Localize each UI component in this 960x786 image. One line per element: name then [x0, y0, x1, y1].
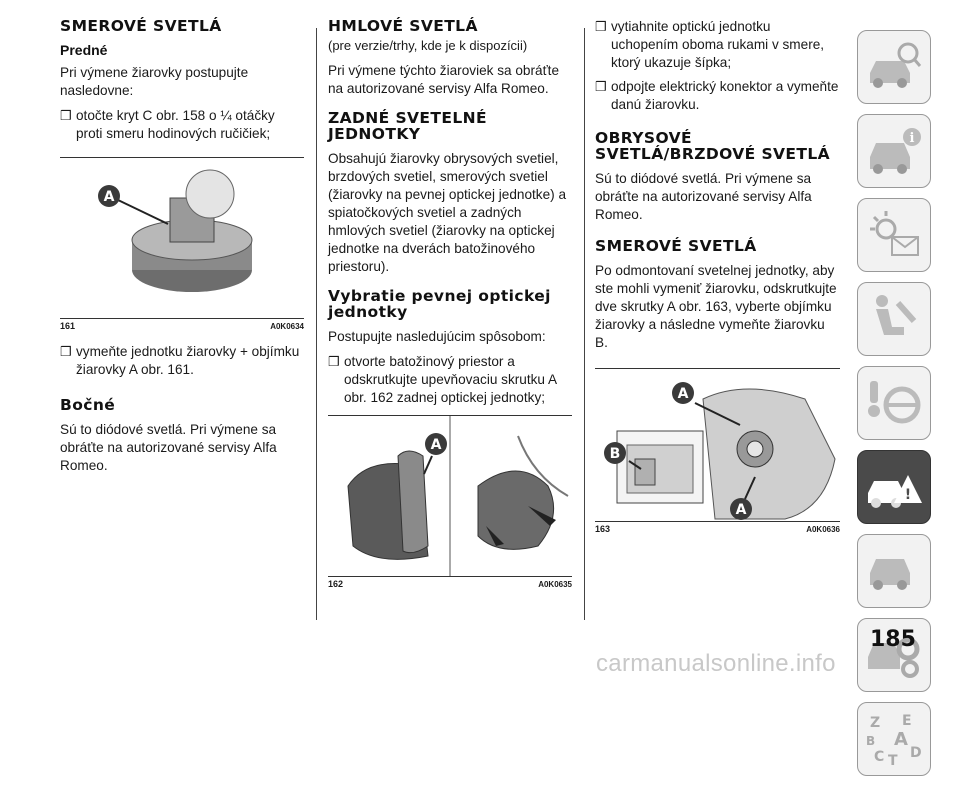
figure-162	[328, 415, 572, 589]
figure-number: 162	[328, 579, 344, 589]
section-tabs	[857, 30, 930, 786]
page-number: 185	[870, 627, 916, 652]
index-letter: Z	[870, 715, 881, 731]
figure-number: 161	[60, 321, 76, 331]
section-heading-smerove: SMEROVÉ SVETLÁ	[595, 237, 757, 255]
paragraph: Obsahujú žiarovky obrysových svetiel, brzdových svetiel, smerových svetiel (žiarovky na pevnej optickej jednotke) a spiatočkových svetiel a zadných hmlových svetiel (žiarovky na optickej jednotke na dverách batožinového priestoru).	[328, 151, 567, 274]
paragraph: Sú to diódové svetlá. Pri výmene sa obráťte na autorizované servisy Alfa Romeo.	[60, 422, 277, 473]
checkbox-bullet-icon: ❒	[595, 79, 607, 94]
subheading-predne: Predné	[60, 42, 108, 58]
bullet-item	[595, 18, 840, 72]
seat-airbag-icon	[864, 291, 924, 347]
tab-warning-lights[interactable]	[857, 198, 931, 272]
tab-car-search[interactable]	[857, 30, 931, 104]
section-heading-bocne: Bočné	[60, 396, 116, 414]
figure-label-a: A	[735, 502, 747, 518]
figure-code: A0K0634	[270, 322, 304, 331]
section-heading-smerove: SMEROVÉ SVETLÁ	[60, 17, 222, 35]
bullet-text: otočte kryt C obr. 158 o ¼ otáčky proti smeru hodinových ručičiek;	[76, 108, 275, 141]
bullet-text: vymeňte jednotku žiarovky + objímku žiarovky A obr. 161.	[76, 344, 300, 377]
paragraph: Pri výmene žiarovky postupujte nasledovne:	[60, 65, 249, 98]
paragraph: Pri výmene týchto žiaroviek sa obráťte na autorizované servisy Alfa Romeo.	[328, 63, 560, 96]
tab-maintenance[interactable]	[857, 534, 931, 608]
tab-emergency[interactable]	[857, 450, 931, 524]
bullet-text: vytiahnite optickú jednotku uchopením oboma rukami v smere, ktorý ukazuje šípka;	[611, 19, 825, 70]
car-maintenance-icon	[864, 543, 924, 599]
index-letter: T	[888, 753, 898, 767]
figure-163	[595, 368, 840, 534]
index-letter: C	[874, 749, 885, 765]
key-steering-wheel-icon	[864, 375, 924, 431]
tab-starting-driving[interactable]	[857, 366, 931, 440]
subtitle-note: (pre verzie/trhy, kde je k dispozícii)	[328, 38, 528, 53]
column-divider	[584, 28, 585, 620]
index-letter: E	[902, 713, 912, 729]
figure-label-a: A	[677, 386, 689, 402]
column-1	[60, 18, 304, 482]
car-info-icon	[864, 123, 924, 179]
bullet-item	[60, 107, 304, 143]
column-3	[595, 18, 840, 536]
checkbox-bullet-icon: ❒	[328, 354, 340, 369]
tab-safety[interactable]	[857, 282, 931, 356]
figure-number: 163	[595, 524, 611, 534]
bullet-item	[595, 78, 840, 114]
figure-code: A0K0635	[538, 580, 572, 589]
watermark: carmanualsonline.info	[596, 650, 836, 677]
bullet-item	[328, 353, 572, 407]
column-2	[328, 18, 572, 591]
checkbox-bullet-icon: ❒	[595, 19, 607, 34]
figure-label-b: B	[609, 446, 621, 462]
warning-light-envelope-icon	[864, 207, 924, 263]
figure-label-a: A	[103, 189, 115, 205]
svg-text:!: !	[904, 487, 912, 503]
paragraph: Sú to diódové svetlá. Pri výmene sa obráťte na autorizované servisy Alfa Romeo.	[595, 171, 812, 222]
section-heading-obrys: OBRYSOVÉ SVETLÁ/BRZDOVÉ SVETLÁ	[595, 129, 831, 163]
figure-label-a: A	[430, 437, 442, 453]
checkbox-bullet-icon: ❒	[60, 108, 72, 123]
alphabet-index-icon	[864, 711, 924, 767]
paragraph: Po odmontovaní svetelnej jednotky, aby ste mohli vymeniť žiarovku, odskrutkujte dve skrutky A obr. 163, vyberte objímku žiarovky a následne vymeňte žiarovku B.	[595, 263, 837, 350]
tab-car-info[interactable]	[857, 114, 931, 188]
index-letter: B	[866, 734, 876, 748]
bullet-text: otvorte batožinový priestor a odskrutkujte upevňovaciu skrutku A obr. 162 zadnej optickej jednotky;	[344, 354, 557, 405]
figure-code: A0K0636	[806, 525, 840, 534]
section-heading-zadne: ZADNÉ SVETELNÉ JEDNOTKY	[328, 109, 488, 143]
index-letter: A	[894, 729, 908, 750]
rear-lamp-illustration	[328, 416, 572, 576]
checkbox-bullet-icon: ❒	[60, 344, 72, 359]
section-heading-hmlove: HMLOVÉ SVETLÁ	[328, 17, 478, 35]
paragraph: Postupujte nasledujúcim spôsobom:	[328, 329, 546, 344]
car-breakdown-icon	[864, 459, 924, 515]
column-divider	[316, 28, 317, 620]
bulb-holder-illustration	[60, 158, 304, 308]
bullet-text: odpojte elektrický konektor a vymeňte danú žiarovku.	[611, 79, 839, 112]
figure-161	[60, 157, 304, 331]
tab-index[interactable]	[857, 702, 931, 776]
bullet-item	[60, 343, 304, 379]
svg-text:i: i	[909, 131, 915, 146]
tail-lamp-bulb-illustration	[595, 369, 840, 521]
section-heading-vybratie: Vybratie pevnej optickej jednotky	[328, 287, 551, 321]
car-search-icon	[864, 39, 924, 95]
index-letter: D	[910, 745, 922, 761]
